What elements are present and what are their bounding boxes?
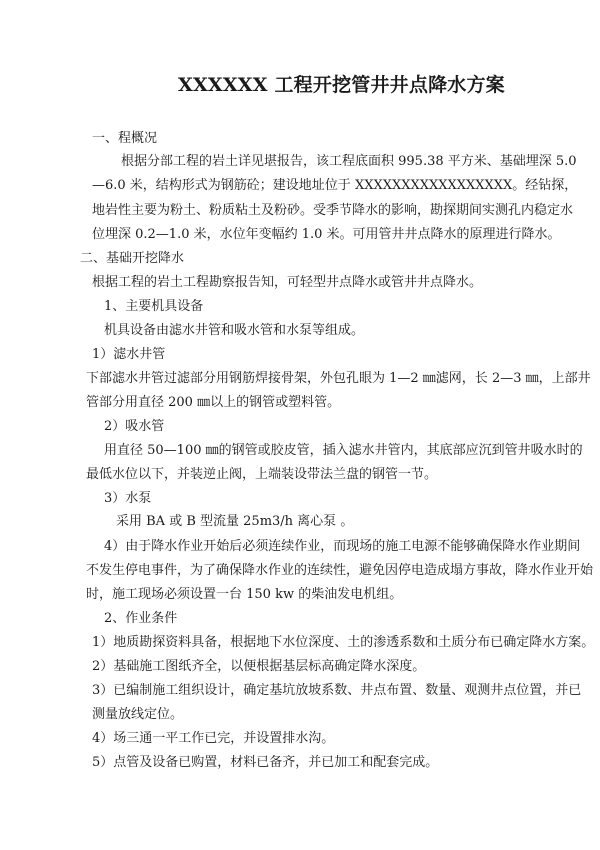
condition-1: 1）地质勘探资料具备，根据地下水位深度、土的渗透系数和土质分布已确定降水方案。 [92,635,595,650]
condition-4: 4）场三通一平工作已完，并设置排水沟。 [92,731,335,746]
section-2-paragraph: 根据工程的岩土工程勘察报告知，可轻型井点降水或管井井点降水。 [92,275,483,290]
section-1-paragraph-line-4: 位埋深 0.2—1.0 米，水位年变幅约 1.0 米。可用管井井点降水的原理进行降水。 [92,227,561,242]
condition-3-line-2: 测量放线定位。 [92,707,184,722]
item-3-line-1: 采用 BA 或 B 型流量 25m3/h 离心泵 。 [116,514,354,529]
section-1-paragraph-line-1: 根据分部工程的岩土详见堪报告，该工程底面积 995.38 平方米、基础埋深 5.0 [121,154,577,169]
condition-3-line-1: 3）已编制施工组织设计，确定基坑放坡系数、井点布置、数量、观测井点位置，并已 [92,683,582,698]
section-1-paragraph-line-2: —6.0 米，结构形式为钢筋砼；建设地址位于 XXXXXXXXXXXXXXXXX。经钻探， [92,178,578,193]
item-4-line-3: 时，施工现场必须设置一台 150 kw 的柴油发电机组。 [86,587,403,602]
item-4-line-2: 不发生停电事件，为了确保降水作业的连续性，避免因停电造成塌方事故，降水作业开始 [86,563,594,578]
section-1-heading: 一、程概况 [92,131,158,146]
item-4-line-1: 4）由于降水作业开始后必须连续作业，而现场的施工电源不能够确保降水作业期间 [104,539,581,554]
item-2-heading: 2）吸水管 [104,419,165,434]
subsection-1-heading: 1、主要机具设备 [104,299,204,314]
section-1-paragraph-line-3: 地岩性主要为粉土、粉质粘土及粉砂。受季节降水的影响，勘探期间实测孔内稳定水 [92,203,574,218]
condition-5: 5）点管及设备已购置，材料已备齐，并已加工和配套完成。 [92,755,439,770]
item-3-heading: 3）水泵 [104,491,152,506]
item-2-line-2: 最低水位以下，并装逆止阀，上端装设带法兰盘的钢管一节。 [86,467,438,482]
item-1-line-1: 下部滤水井管过滤部分用钢筋焊接骨架，外包孔眼为 1—2 ㎜滤网，长 2—3 ㎜，上部井 [86,371,591,386]
section-2-heading: 二、基础开挖降水 [80,251,185,266]
subsection-2-heading: 2、作业条件 [104,611,178,626]
item-1-heading: 1）滤水井管 [92,347,166,362]
subsection-1-paragraph: 机具设备由滤水井管和吸水管和水泵等组成。 [104,323,365,338]
document-title: XXXXXX 工程开挖管井井点降水方案 [178,74,505,96]
item-1-line-2: 管部分用直径 200 ㎜以上的钢管或塑料管。 [86,395,341,410]
condition-2: 2）基础施工图纸齐全，以便根据基层标高确定降水深度。 [92,659,426,674]
item-2-line-1: 用直径 50—100 ㎜的钢管或胶皮管，插入滤水井管内，其底部应沉到管井吸水时的 [104,443,583,458]
